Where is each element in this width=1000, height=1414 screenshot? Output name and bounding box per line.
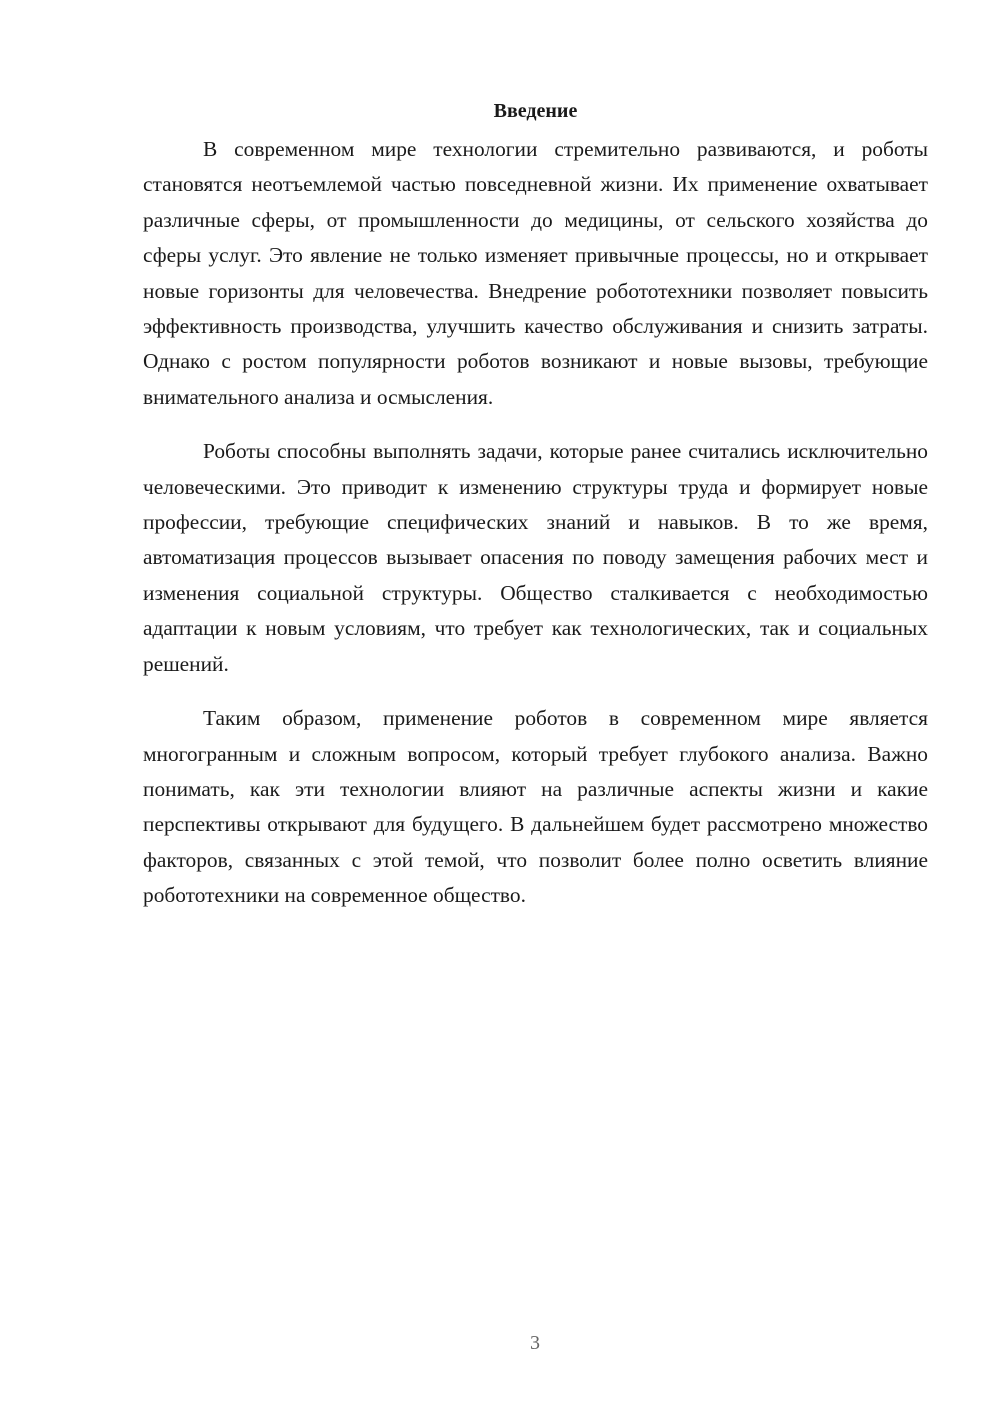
page-number: 3 (530, 1332, 540, 1354)
page-content (143, 96, 928, 914)
section-heading: Введение (493, 100, 578, 122)
paragraph-2: Роботы способны выполнять задачи, которые ранее считались исключительно человеческими. Это приводит к изменению структуры труда и формирует новые профессии, требующие специфических знаний и навыков. В то же время, автоматизация процессов вызывает опасения по поводу замещения рабочих мест и изменения социальной структуры. Общество сталкивается с необходимостью адаптации к новым условиям, что требует как технологических, так и социальных решений. (143, 439, 928, 676)
paragraph-3: Таким образом, применение роботов в современном мире является многогранным и сложным вопросом, который требует глубокого анализа. Важно понимать, как эти технологии влияют на различные аспекты жизни и какие перспективы открывают для будущего. В дальнейшем будет рассмотрено множество факторов, связанных с этой темой, что позволит более полно осветить влияние робототехники на современное общество. (143, 706, 928, 908)
paragraph-1: В современном мире технологии стремительно развиваются, и роботы становятся неотъемлемой частью повседневной жизни. Их применение охватывает различные сферы, от промышленности до медицины, от сельского хозяйства до сферы услуг. Это явление не только изменяет привычные процессы, но и открывает новые горизонты для человечества. Внедрение робототехники позволяет повысить эффективность производства, улучшить качество обслуживания и снизить затраты. Однако с ростом популярности роботов возникают и новые вызовы, требующие внимательного анализа и осмысления. (143, 137, 928, 409)
